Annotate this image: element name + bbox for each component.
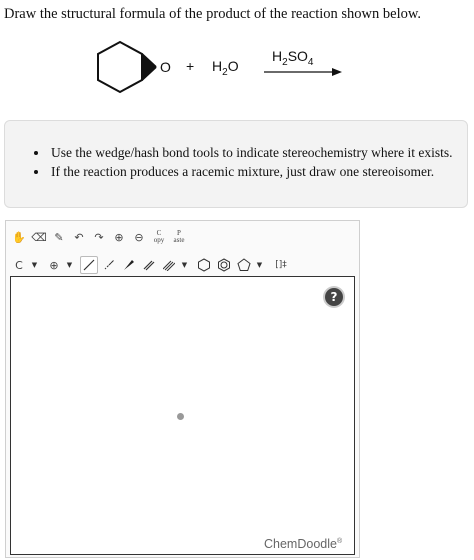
chevron-down-icon[interactable]: ▼ (31, 261, 38, 269)
benzene-ring-button[interactable] (215, 256, 233, 274)
pencil-icon[interactable]: ✎ (54, 230, 64, 244)
eraser-icon[interactable]: ⌫ (31, 230, 47, 244)
cyclohexane-ring-button[interactable] (195, 256, 213, 274)
instructions-list (5, 121, 467, 181)
epoxide-oxygen: O (160, 59, 171, 75)
triple-bond-icon (163, 259, 175, 271)
hand-icon[interactable]: ✋ (12, 230, 26, 244)
double-bond-icon (143, 259, 155, 271)
benzene-icon (217, 258, 231, 272)
pentagon-icon (237, 258, 251, 272)
water-formula: $H_2O$ (212, 58, 239, 78)
reagent-formula: $H_2SO_4$ (272, 48, 314, 68)
arrow-head (332, 68, 342, 76)
single-bond-button[interactable] (80, 256, 98, 274)
instruction-item: • If the reaction produces a racemic mixture, just draw one stereoisomer. (49, 162, 467, 181)
zoom-in-icon[interactable]: ⊕ (114, 230, 124, 244)
chemdoodle-brand: ChemDoodle® (264, 537, 343, 551)
copy-button[interactable]: C opy (153, 229, 165, 244)
wedge-bond (142, 54, 156, 80)
chevron-down-icon[interactable]: ▼ (66, 261, 73, 269)
question-text: Draw the structural formula of the product of the reaction shown below. (4, 6, 422, 22)
bracket-button[interactable]: []‡ (275, 260, 287, 270)
chevron-down-icon[interactable]: ▼ (256, 261, 263, 269)
instruction-item: • Use the wedge/hash bond tools to indicate stereochemistry where it exists. (49, 143, 467, 162)
toolbar-row-2 (10, 254, 294, 276)
charge-plus-button[interactable]: ⊕ (49, 258, 59, 272)
redo-icon[interactable]: ↷ (94, 230, 104, 244)
plus-sign: + (186, 58, 195, 74)
single-bond-icon (83, 259, 95, 271)
pentagon-ring-button[interactable] (235, 256, 253, 274)
hexagon-icon (197, 258, 211, 272)
undo-icon[interactable]: ↶ (74, 230, 84, 244)
wedge-bond-icon (123, 259, 135, 271)
hash-bond-icon (103, 259, 115, 271)
instructions-panel (4, 120, 468, 208)
hash-bond-button[interactable] (100, 256, 118, 274)
toolbar-row-1 (10, 226, 190, 248)
triple-bond-button[interactable] (160, 256, 178, 274)
wedge-bond-button[interactable] (120, 256, 138, 274)
element-carbon-button[interactable]: C (15, 258, 23, 272)
chevron-down-icon[interactable]: ▼ (181, 261, 188, 269)
paste-button[interactable]: P aste (173, 229, 185, 244)
canvas-center-marker (177, 413, 184, 420)
zoom-out-icon[interactable]: ⊖ (134, 230, 144, 244)
double-bond-button[interactable] (140, 256, 158, 274)
help-button[interactable]: ? (325, 288, 343, 306)
